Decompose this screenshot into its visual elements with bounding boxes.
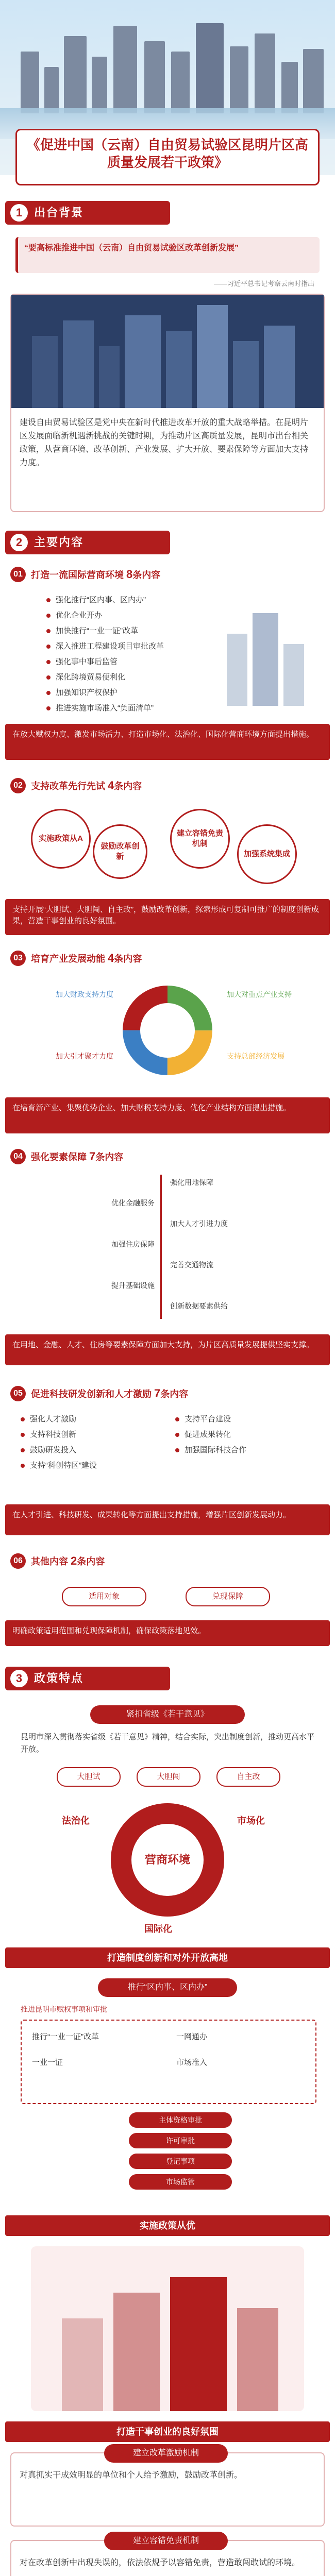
subsection-title: 促进科技研发创新和人才激励 7条内容 — [31, 1387, 189, 1400]
section-number: 3 — [10, 1670, 28, 1687]
building-illustration — [216, 603, 314, 706]
subsection-header — [10, 778, 325, 795]
timeline-item: 强化用地保障 — [170, 1178, 213, 1187]
environment-center: 营商环境 — [131, 1824, 204, 1896]
list-item: 鼓励研发投入 — [21, 1443, 175, 1458]
timeline-item: 加大人才引进力度 — [170, 1219, 228, 1228]
title-band — [15, 129, 320, 185]
other-pill: 适用对象 — [62, 1587, 146, 1606]
summary-strip — [5, 1097, 330, 1133]
main-title: 《促进中国（云南）自由贸易试验区昆明片区高质量发展若干政策》 — [26, 137, 308, 170]
subsection-number: 06 — [10, 1553, 26, 1569]
list-item: 深化跨境贸易便利化 — [46, 670, 201, 685]
subsection-header — [10, 1149, 325, 1166]
industry-label: 加大财政支持力度 — [56, 990, 113, 998]
quote-text: “要高标准推进中国（云南）自由贸易试验区改革创新发展” — [24, 244, 239, 252]
innovation-list-left — [21, 1412, 175, 1473]
feature-ribbon: 实施政策从优 — [5, 2215, 330, 2236]
list-item: 加强国际科技合作 — [175, 1443, 309, 1458]
summary-text: 在放大赋权力度、激发市场活力、打造市场化、法治化、国际化营商环境方面提出措施。 — [12, 730, 314, 739]
section-number: 1 — [10, 204, 28, 222]
flow-step: 市场准入 — [176, 2058, 208, 2067]
summary-text: 支持开展“大胆试、大胆闯、自主改”，鼓励改革创新，探索形成可复制可推广的制度创新成果，营造干事创业的良好氛围。 — [12, 905, 319, 925]
summary-text: 明确政策适用范围和兑现保障机制，确保政策落地见效。 — [12, 1626, 206, 1635]
feature-title: 紧扣省级《若干意见》 — [90, 1705, 245, 1724]
process-label: 许可审批 — [129, 2133, 232, 2148]
summary-text: 在用地、金融、人才、住房等要素保障方面加大支持，为片区高质量发展提供坚实支撑。 — [12, 1341, 314, 1349]
summary-strip — [5, 1334, 330, 1365]
summary-strip — [5, 1620, 330, 1646]
donut-illustration — [116, 979, 219, 1082]
section-header-background — [5, 201, 170, 225]
section-number: 2 — [10, 534, 28, 551]
subsection-number: 01 — [10, 567, 26, 582]
section-header-background — [5, 1667, 170, 1690]
timeline-item: 提升基础设施 — [111, 1281, 155, 1290]
feature-ribbon: 打造干事创业的良好氛围 — [5, 2421, 330, 2442]
summary-text: 在人才引进、科技研发、成果转化等方面提出支持措施，增强片区创新发展动力。 — [12, 1511, 291, 1519]
subsection-title: 强化要素保障 7条内容 — [31, 1150, 124, 1163]
subsection-number: 02 — [10, 778, 26, 793]
process-label: 登记事项 — [129, 2154, 232, 2169]
reform-circle: 加强系统集成 — [237, 824, 297, 884]
list-item: 支持平台建设 — [175, 1412, 309, 1427]
subsection-title: 支持改革先行先试 4条内容 — [31, 779, 142, 792]
industry-label: 支持总部经济发展 — [227, 1052, 284, 1060]
list-item: 推进实施市场准入“负面清单” — [46, 701, 201, 716]
feature-ribbon: 打造制度创新和对外开放高地 — [5, 1947, 330, 1968]
ring-label: 法治化 — [62, 1816, 90, 1826]
summary-strip — [5, 899, 330, 935]
timeline-item: 优化金融服务 — [111, 1199, 155, 1207]
mechanism-text: 对真抓实干成效明显的单位和个人给予激励，鼓励改革创新。 — [20, 2471, 243, 2480]
process-label: 市场监管 — [129, 2174, 232, 2190]
industry-label: 加大引才聚才力度 — [56, 1052, 113, 1060]
feature-pill: 自主改 — [216, 1767, 280, 1787]
reform-circle: 鼓励改革创新 — [93, 824, 147, 879]
timeline-item: 加强住房保障 — [111, 1240, 155, 1248]
ring-label: 国际化 — [144, 1924, 172, 1934]
industry-label: 加大对重点产业支持 — [227, 990, 292, 998]
list-item: 深入推进工程建设项目审批改革 — [46, 639, 201, 654]
feature-pill: 大胆闯 — [137, 1767, 200, 1787]
flow-note: 推进昆明市赋权事项和审批 — [21, 2005, 107, 2013]
list-item: 强化人才激励 — [21, 1412, 175, 1427]
innovation-list-right — [175, 1412, 309, 1458]
business-environment-list — [46, 592, 201, 716]
process-label: 主体资格审批 — [129, 2112, 232, 2128]
list-item: 促进成果转化 — [175, 1427, 309, 1443]
list-item: 支持“科创特区”建设 — [21, 1458, 175, 1473]
policy-illustration — [31, 2246, 304, 2411]
summary-strip — [5, 1504, 330, 1535]
subsection-title: 打造一流国际营商环境 8条内容 — [31, 568, 161, 581]
mechanism-text: 对在改革创新中出现失误的，依法依规予以容错免责，营造敢闯敢试的环境。 — [20, 2558, 300, 2567]
skyline-illustration — [0, 21, 335, 113]
subsection-number: 05 — [10, 1386, 26, 1401]
timeline-item: 完善交通物流 — [170, 1261, 213, 1269]
mechanism-title: 建立容错免责机制 — [104, 2532, 228, 2550]
feature-pill: 大胆试 — [57, 1767, 121, 1787]
feature-body: 昆明市深入贯彻落实省级《若干意见》精神，结合实际，突出制度创新，推动更高水平开放。 — [21, 1733, 315, 1754]
subsection-number: 03 — [10, 951, 26, 966]
subsection-header — [10, 567, 325, 584]
summary-strip — [5, 724, 330, 760]
flow-step: 一网通办 — [176, 2032, 208, 2041]
subsection-title: 培育产业发展动能 4条内容 — [31, 952, 142, 964]
other-pill: 兑现保障 — [186, 1587, 270, 1606]
mechanism-box — [10, 2449, 325, 2527]
summary-text: 在培育新产业、集聚优势企业、加大财税支持力度、优化产业结构方面提出措施。 — [12, 1104, 291, 1112]
background-panel — [10, 294, 325, 512]
section-title: 主要内容 — [34, 536, 84, 549]
list-item: 支持科技创新 — [21, 1427, 175, 1443]
timeline-item: 创新数据要素供给 — [170, 1302, 228, 1310]
list-item: 优化企业开办 — [46, 608, 201, 623]
quote-box — [15, 237, 320, 273]
sub-ribbon: 推行“区内事、区内办” — [98, 1978, 237, 1997]
quote-source: ——习近平总书记考察云南时指出 — [213, 280, 314, 287]
section-header-background — [5, 531, 170, 554]
list-item: 强化推行“区内事、区内办” — [46, 592, 201, 608]
subsection-header — [10, 1553, 325, 1571]
timeline-axis — [160, 1175, 162, 1319]
flow-step: 一业一证 — [32, 2058, 63, 2067]
list-item: 强化事中事后监管 — [46, 654, 201, 670]
background-body: 建设自由贸易试验区是党中央在新时代推进改革开放的重大战略举措。在昆明片区发展面临新机遇新挑战的关键时期，为推动片区高质量发展，昆明市出台相关政策，从营商环境、改革创新、产业发展、扩大开放、要素保障等方面加大支持力度。 — [20, 418, 309, 467]
subsection-number: 04 — [10, 1149, 26, 1164]
list-item: 加强知识产权保护 — [46, 685, 201, 701]
reform-circle: 实施政策从A — [31, 809, 91, 869]
list-item: 加快推行“一业一证”改革 — [46, 623, 201, 639]
ring-label: 市场化 — [237, 1816, 265, 1826]
city-illustration — [11, 295, 324, 408]
reform-circle: 建立容错免责机制 — [170, 809, 230, 869]
subsection-title: 其他内容 2条内容 — [31, 1554, 105, 1567]
subsection-header — [10, 951, 325, 968]
flow-box — [21, 2020, 316, 2104]
section-title: 出台背景 — [34, 206, 84, 219]
mechanism-title: 建立改革激励机制 — [104, 2444, 228, 2463]
flow-step: 推行“一业一证”改革 — [32, 2032, 99, 2041]
subsection-header — [10, 1386, 325, 1403]
section-title: 政策特点 — [34, 1672, 84, 1685]
mechanism-box — [10, 2536, 325, 2576]
